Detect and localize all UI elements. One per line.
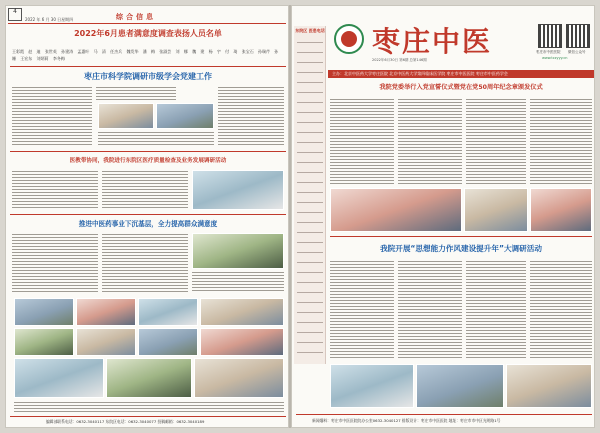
qr-code-icon: [566, 24, 590, 48]
photo-clinic: [76, 298, 136, 326]
newspaper-title: 枣庄中医: [372, 25, 493, 58]
photo-ceremony: [530, 188, 592, 232]
headline-oath-ceremony: 我院党委举行入党宣誓仪式暨党在党50周年纪念章颁发仪式: [379, 84, 543, 91]
photo-clinic: [106, 358, 192, 398]
article-text: [466, 260, 526, 360]
headline-research-activity: 我院开展“思想能力作风建设提升年”大调研活动: [380, 244, 542, 253]
photo-clinic: [14, 358, 104, 398]
left-page-header: [6, 6, 289, 30]
footer-rule: [296, 414, 592, 415]
article-text: [398, 260, 462, 360]
photo-clinic: [200, 298, 284, 326]
photo-clinic: [138, 328, 198, 356]
article-text: [192, 271, 284, 293]
article-text: [102, 170, 188, 210]
qr-caption: 微信公众号: [568, 50, 586, 54]
issue-date: 2022 年 6 月 30 日星期四: [25, 17, 74, 22]
photo-clinic: [76, 328, 136, 356]
website-url: www.tczyyy.cn: [542, 56, 568, 60]
article-text: [12, 233, 98, 293]
article-text: [218, 86, 284, 146]
divider: [10, 151, 286, 152]
divider: [10, 66, 286, 67]
publisher-band: 主办：北京中医药大学枣庄医院 北京中医药大学第四临床医学院 枣庄市中医医院 枣庄市中医药学会: [328, 70, 594, 78]
newspaper-spread: [5, 5, 595, 428]
article-text: [102, 233, 188, 293]
photo-meeting: [98, 103, 154, 129]
side-column: [294, 26, 326, 364]
divider: [10, 214, 286, 215]
left-footer: 编辑部联系电话：0632-3040117 东院区电话：0632-3040077 投稿邮箱：0632-3040189: [46, 419, 205, 424]
photo-ceremony: [330, 188, 462, 232]
divider: [330, 236, 592, 237]
side-column-title: 东院区 医患电话: [295, 28, 325, 33]
headline-grassroots: 推进中医药事业下沉基层，全力提高群众满意度: [78, 220, 218, 228]
article-text: [330, 260, 394, 360]
article-text: [530, 260, 592, 360]
right-page: [291, 5, 595, 428]
qr-caption: 枣庄市中医医院: [536, 50, 561, 54]
article-text: [98, 131, 214, 146]
section-title: 综合信息: [116, 13, 156, 21]
qr-code-icon: [538, 24, 562, 48]
photo-ceremony: [464, 188, 528, 232]
photo-research: [416, 364, 504, 408]
photo-clinic: [194, 358, 284, 398]
headline-party-building: 枣庄市科学院调研市级学会党建工作: [84, 72, 212, 81]
photo-clinic: [138, 298, 198, 326]
article-text: [330, 98, 394, 184]
headline-satisfaction: 2022年6月患者满意度调查表扬人员名单: [74, 29, 222, 38]
masthead: [328, 14, 594, 66]
headline-quality-inspection: 医教带协同，我院进行东院区医疗质量检查及业务发展调研活动: [69, 158, 227, 164]
praised-staff-names: 王彩霞 赵 迪 张世英 孙建涛 孟惠叶 马 清 任杰兵 魏发华 潘 梅 张淑芸 刘 娜 魏 建 杨 宇 付 琦 张宝石 孙瑞芹 孙 姗 王宏东 刘炳莉 李冬梅: [12, 49, 279, 61]
article-text: [12, 170, 98, 210]
photo-clinic: [200, 328, 284, 356]
photo-inspection: [192, 170, 284, 210]
photo-research: [330, 364, 414, 408]
right-footer: 新闻爆料：枣庄市中医医院院办公室0632-3040127 排版设计：枣庄市中医医院 地址：枣庄市市中区光明路1号: [312, 418, 501, 423]
issue-meta: 2022年6月30日 第6期 总第146期: [372, 58, 427, 62]
article-text: [530, 98, 592, 184]
photo-research: [506, 364, 592, 408]
photo-community: [192, 233, 284, 269]
article-text: [96, 86, 176, 102]
photo-clinic: [14, 298, 74, 326]
header-rule: [8, 23, 286, 24]
photo-meeting: [156, 103, 214, 129]
hospital-logo: [334, 24, 364, 54]
article-text: [398, 98, 462, 184]
article-text: [14, 401, 284, 413]
footer-rule: [10, 416, 286, 417]
article-text: [12, 86, 92, 146]
photo-clinic: [14, 328, 74, 356]
page-number: 4: [8, 8, 22, 21]
article-text: [466, 98, 526, 184]
left-page: [5, 5, 289, 428]
